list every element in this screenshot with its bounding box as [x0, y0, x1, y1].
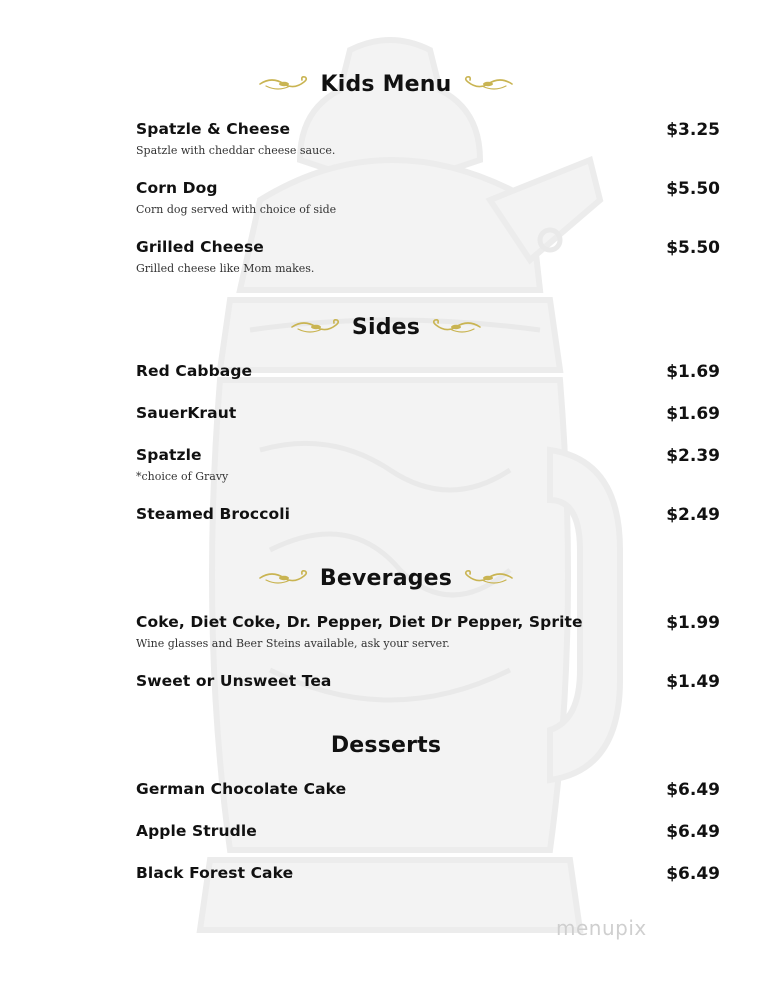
item-price: $1.69 [666, 362, 720, 382]
menu-item [136, 404, 720, 422]
menu-item [136, 120, 720, 157]
item-name: Steamed Broccoli [136, 505, 291, 523]
menu-item [136, 446, 720, 483]
menu-item [136, 505, 720, 523]
menu-item [136, 613, 720, 650]
item-price: $5.50 [666, 238, 720, 258]
item-name: Sweet or Unsweet Tea [136, 672, 332, 690]
ornament-left-icon [258, 74, 310, 94]
item-description: Spatzle with cheddar cheese sauce. [136, 144, 336, 157]
item-name: Spatzle [136, 446, 202, 464]
item-name: Coke, Diet Coke, Dr. Pepper, Diet Dr Pepper, Sprite [136, 613, 583, 631]
item-price: $6.49 [666, 822, 720, 842]
section-heading-beverages [0, 558, 772, 598]
item-name: Black Forest Cake [136, 864, 294, 882]
item-name: German Chocolate Cake [136, 780, 347, 798]
menu-item [136, 864, 720, 882]
section-title: Beverages [319, 565, 453, 591]
menu-item [136, 179, 720, 216]
item-price: $5.50 [666, 179, 720, 199]
item-name: Spatzle & Cheese [136, 120, 291, 138]
item-description: Wine glasses and Beer Steins available, ask your server. [136, 637, 450, 650]
item-price: $3.25 [666, 120, 720, 140]
item-price: $2.39 [666, 446, 720, 466]
item-name: Grilled Cheese [136, 238, 264, 256]
watermark-logo: menupix [556, 916, 647, 940]
item-name: Red Cabbage [136, 362, 253, 380]
ornament-left-icon [258, 568, 310, 588]
ornament-right-icon [430, 317, 482, 337]
item-price: $6.49 [666, 864, 720, 884]
item-name: Apple Strudle [136, 822, 257, 840]
section-heading-desserts [0, 725, 772, 765]
menu-item [136, 672, 720, 690]
item-name: SauerKraut [136, 404, 237, 422]
item-price: $1.69 [666, 404, 720, 424]
item-price: $2.49 [666, 505, 720, 525]
ornament-right-icon [462, 568, 514, 588]
section-heading-sides [0, 307, 772, 347]
item-price: $1.99 [666, 613, 720, 633]
item-description: Corn dog served with choice of side [136, 203, 337, 216]
section-title: Sides [351, 314, 421, 340]
item-price: $1.49 [666, 672, 720, 692]
item-description: Grilled cheese like Mom makes. [136, 262, 315, 275]
menu-item [136, 780, 720, 798]
menu-item [136, 238, 720, 275]
ornament-left-icon [290, 317, 342, 337]
menu-item [136, 362, 720, 380]
ornament-right-icon [462, 74, 514, 94]
section-heading-kids-menu [0, 64, 772, 104]
section-title: Kids Menu [320, 71, 452, 97]
item-name: Corn Dog [136, 179, 218, 197]
item-description: *choice of Gravy [136, 470, 229, 483]
section-title: Desserts [330, 732, 442, 758]
menu-item [136, 822, 720, 840]
item-price: $6.49 [666, 780, 720, 800]
